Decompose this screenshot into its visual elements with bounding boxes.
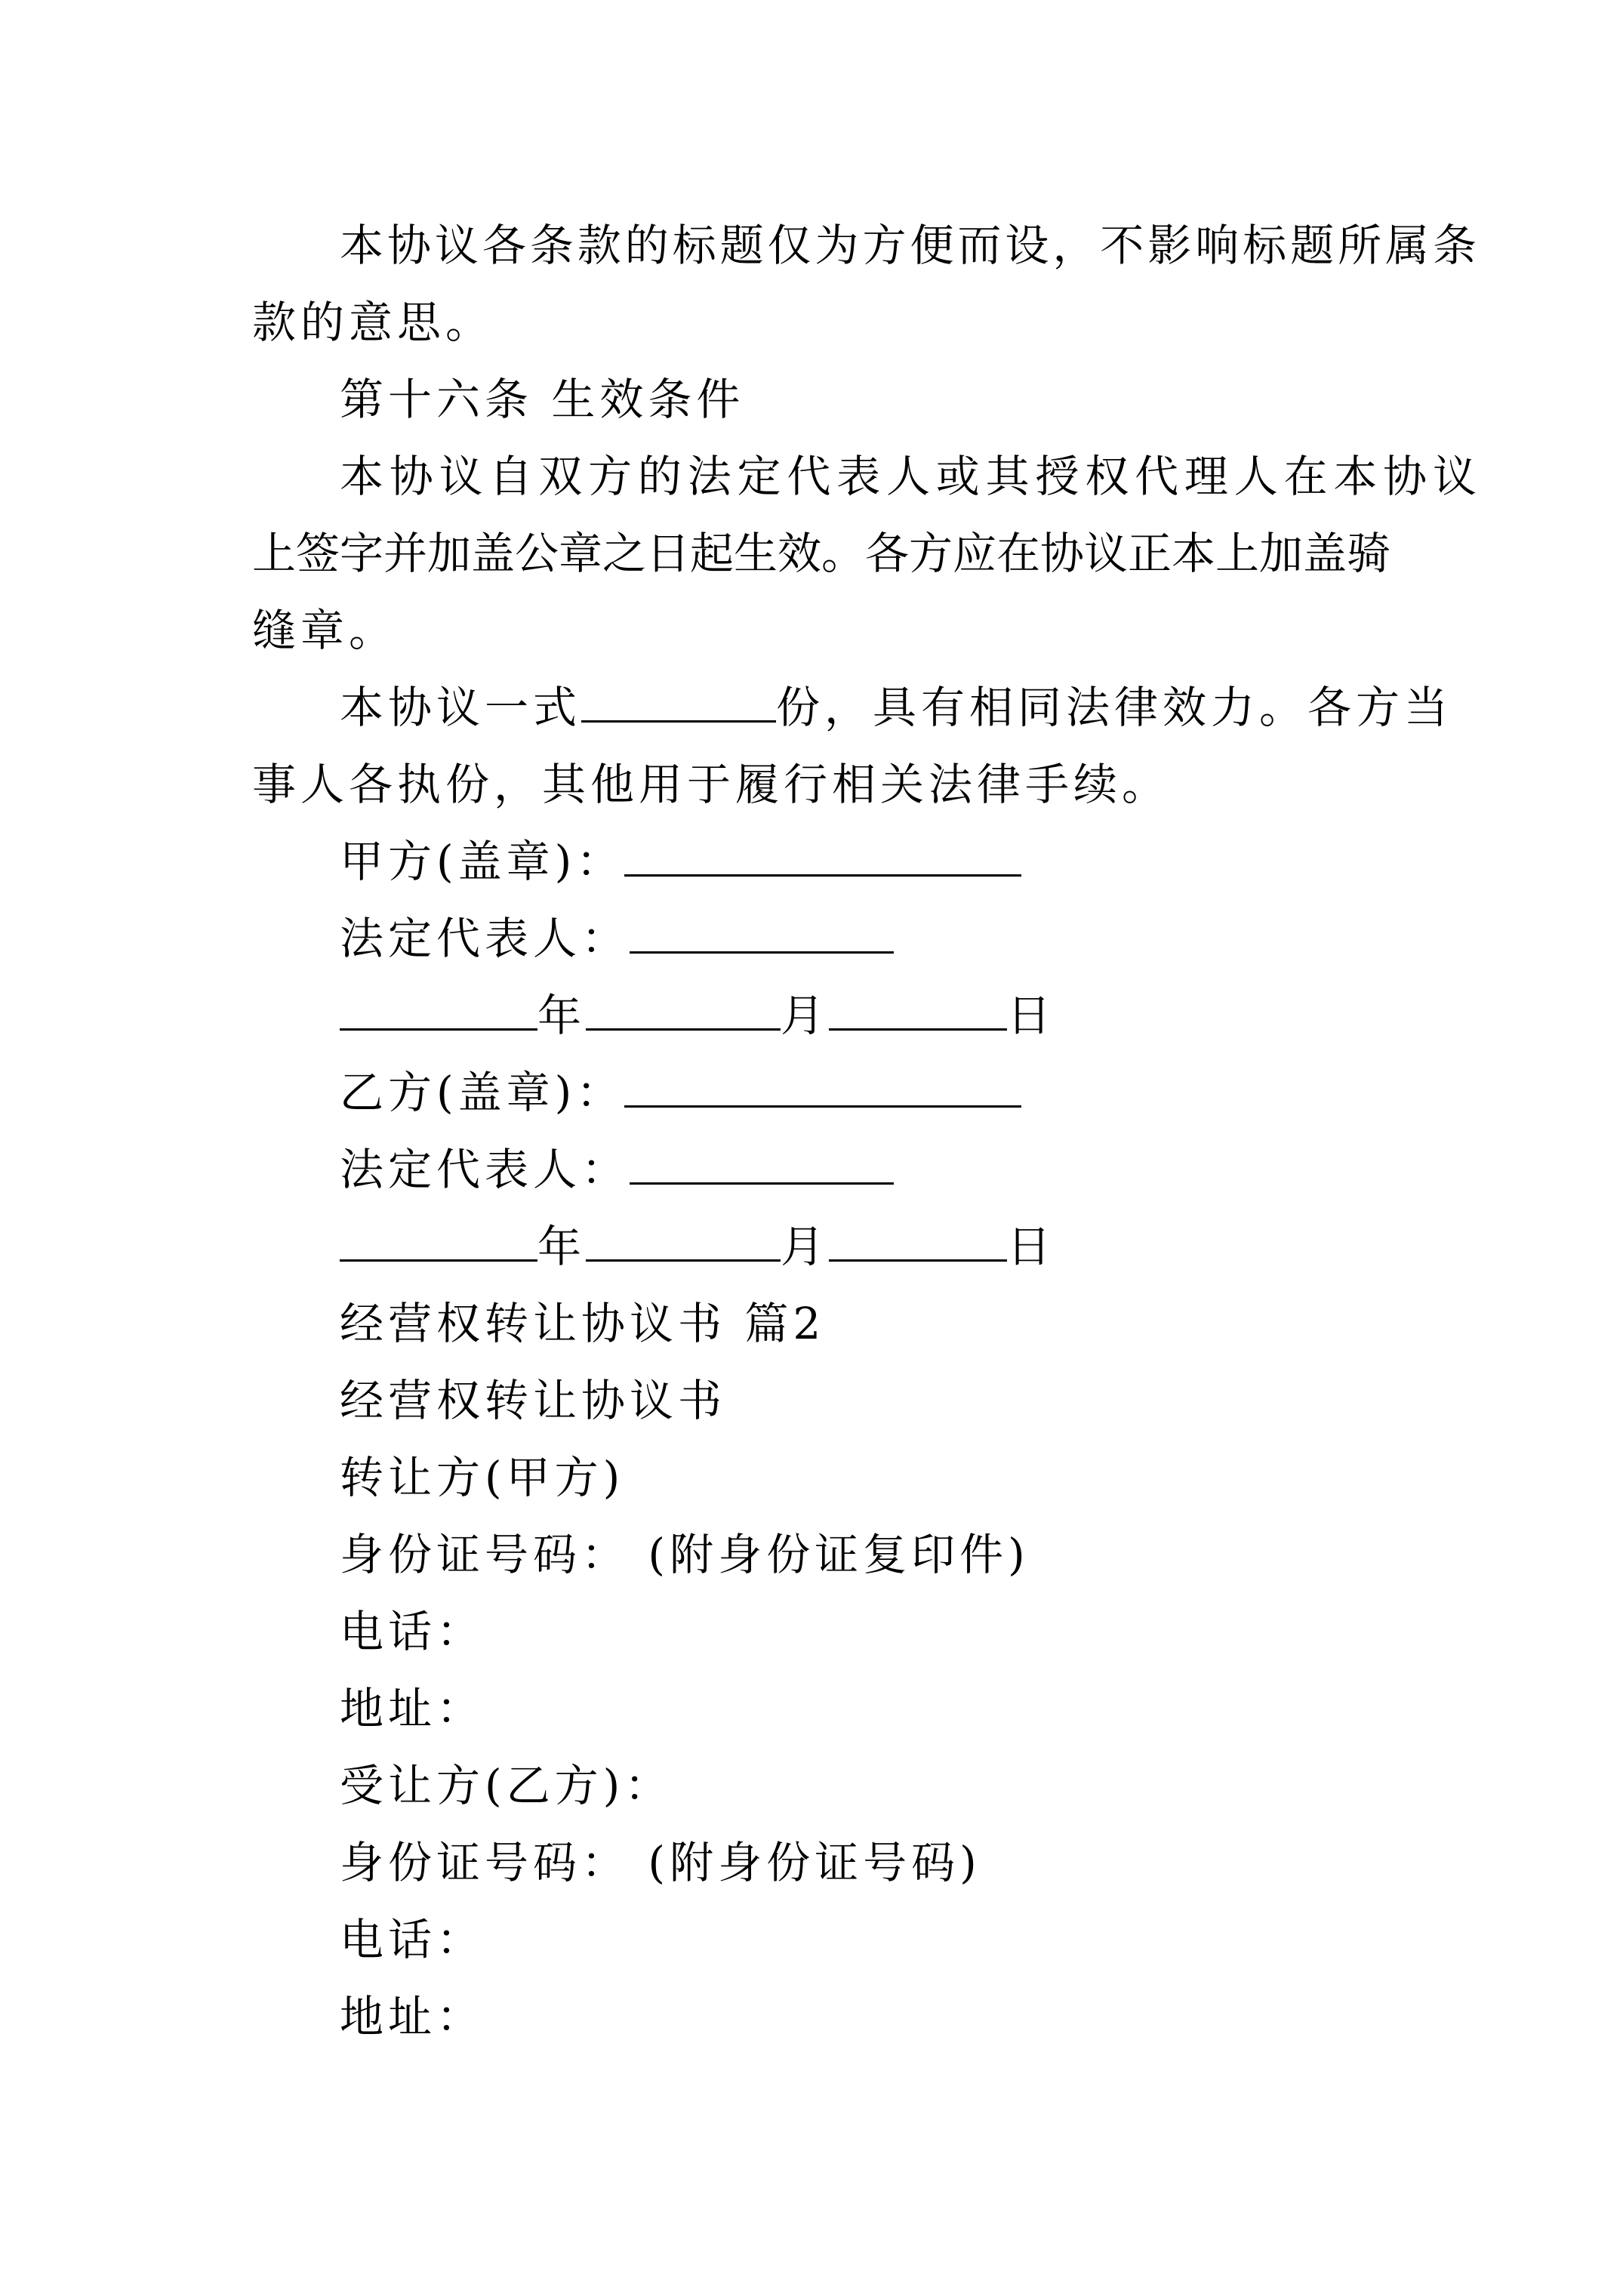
transferor-address-label: 地址： <box>340 1683 485 1734</box>
party-a-date-line <box>340 991 1055 1040</box>
transferee-address-label: 地址： <box>340 1991 485 2042</box>
transferor-label: 转让方(甲方) <box>340 1452 625 1503</box>
month-blank <box>586 991 781 1031</box>
month-label: 月 <box>781 990 830 1041</box>
day-blank <box>829 1222 1007 1262</box>
clause-text-line: 款的意思。 <box>252 297 494 348</box>
transferor-phone-label: 电话： <box>340 1606 485 1657</box>
document-title: 经营权转让协议书 <box>340 1375 727 1426</box>
year-blank <box>340 1222 537 1262</box>
transferee-phone-label: 电话： <box>340 1914 485 1965</box>
transferee-id-label: 身份证号码： (附身份证号码) <box>340 1837 981 1888</box>
party-b-seal-line <box>340 1068 1021 1117</box>
copies-text-pre: 本协议一式 <box>340 682 582 733</box>
year-blank <box>340 991 537 1031</box>
party-a-seal-label: 甲方(盖章)： <box>340 836 625 887</box>
section-heading: 经营权转让协议书 篇2 <box>340 1298 826 1349</box>
month-blank <box>586 1222 781 1262</box>
clause-text-line: 本协议各条款的标题仅为方便而设，不影响标题所属条 <box>340 220 1477 271</box>
day-label: 日 <box>1007 990 1056 1041</box>
year-label: 年 <box>537 1221 587 1272</box>
copies-blank <box>581 683 776 723</box>
party-b-rep-blank <box>630 1145 894 1185</box>
clause-text-line: 上签字并加盖公章之日起生效。各方应在协议正本上加盖骑 <box>252 528 1391 579</box>
year-label: 年 <box>537 990 587 1041</box>
party-a-seal-line <box>340 837 1021 886</box>
clause-text-line: 事人各执份，其他用于履行相关法律手续。 <box>252 759 1171 810</box>
day-blank <box>829 991 1007 1031</box>
transferor-id-label: 身份证号码： (附身份证复印件) <box>340 1529 1030 1580</box>
clause-text-line: 本协议自双方的法定代表人或其授权代理人在本协议 <box>340 451 1477 502</box>
party-b-rep-line <box>340 1145 894 1194</box>
party-b-date-line <box>340 1222 1055 1271</box>
party-b-rep-label: 法定代表人： <box>340 1144 630 1195</box>
day-label: 日 <box>1007 1221 1056 1272</box>
party-b-seal-blank <box>624 1068 1021 1108</box>
party-a-rep-line <box>340 914 894 963</box>
clause-text-line: 缝章。 <box>252 605 398 656</box>
month-label: 月 <box>781 1221 830 1272</box>
party-a-rep-blank <box>630 914 894 954</box>
party-a-seal-blank <box>624 837 1021 877</box>
article-heading: 第十六条 生效条件 <box>340 374 745 425</box>
party-a-rep-label: 法定代表人： <box>340 913 630 964</box>
party-b-seal-label: 乙方(盖章)： <box>340 1067 625 1118</box>
copies-text-post: 份，具有相同法律效力。各方当 <box>776 682 1453 733</box>
copies-clause-line <box>340 683 1452 732</box>
transferee-label: 受让方(乙方)： <box>340 1760 673 1811</box>
